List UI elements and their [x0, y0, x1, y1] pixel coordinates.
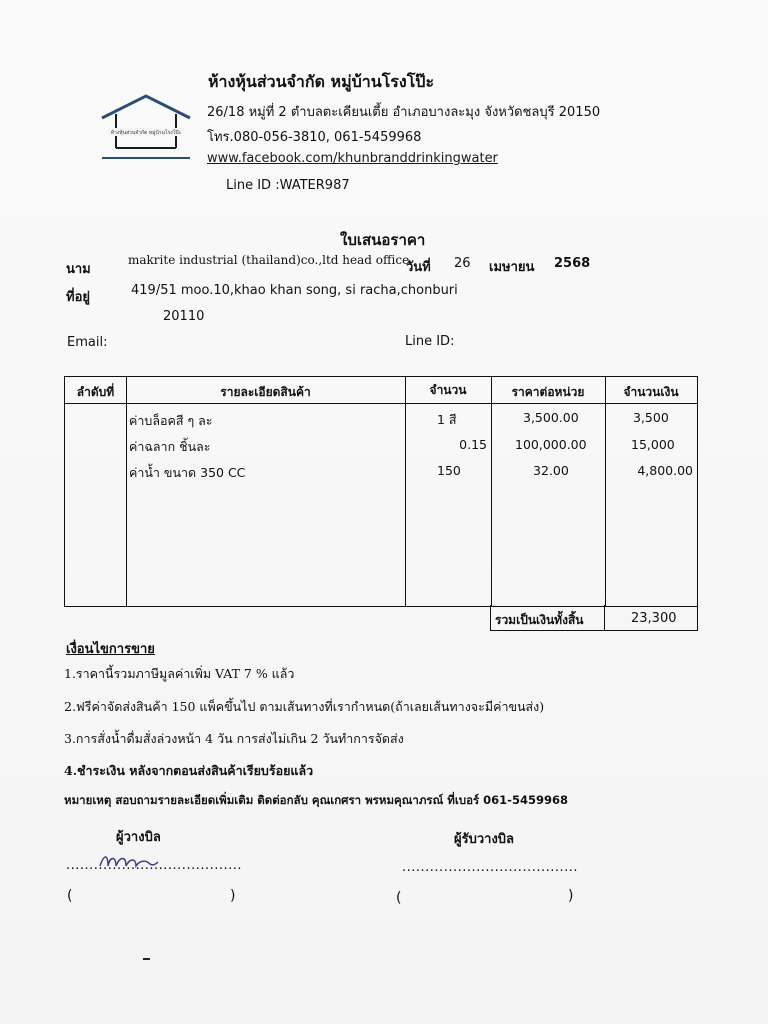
- condition-3: 3.การสั่งน้ำดื่มสั่งล่วงหน้า 4 วัน การส่งไม่เกิน 2 วันทำการจัดส่ง: [64, 731, 404, 746]
- company-line-id: Line ID :WATER987: [226, 178, 350, 193]
- row-1-qty: 1 สี: [437, 412, 457, 427]
- customer-address-line1: 419/51 moo.10,khao khan song, si racha,chonburi: [131, 283, 458, 298]
- receiver-signature-line: ......................................: [402, 860, 579, 875]
- row-1-amount: 3,500: [633, 410, 669, 425]
- col-divider: [126, 377, 127, 606]
- row-2-qty: 0.15: [459, 437, 487, 452]
- total-divider: [604, 605, 605, 630]
- header-description: รายละเอียดสินค้า: [220, 385, 311, 399]
- header-no: ลำดับที่: [76, 385, 115, 399]
- date-day: 26: [454, 256, 471, 271]
- total-value: 23,300: [631, 611, 677, 626]
- biller-signature-line: ......................................: [66, 858, 243, 873]
- customer-address-line2: 20110: [163, 309, 205, 324]
- col-divider: [405, 377, 406, 606]
- table-header-divider: [65, 403, 697, 404]
- facebook-link[interactable]: www.facebook.com/khunbranddrinkingwater: [207, 151, 498, 166]
- stray-mark: [143, 958, 150, 960]
- receiver-name-open: (: [396, 890, 402, 906]
- customer-address-label: ที่อยู่: [66, 290, 90, 305]
- condition-2: 2.ฟรีค่าจัดส่งสินค้า 150 แพ็คขึ้นไป ตามเส้นทางที่เรากำหนด(ถ้าเลยเส้นทางจะมีค่าขนส่ง): [64, 699, 545, 714]
- biller-name-close: ): [230, 888, 236, 904]
- row-2-description: ค่าฉลาก ชิ้นละ: [129, 439, 211, 454]
- receiver-name-close: ): [568, 888, 574, 904]
- row-1-unit-price: 3,500.00: [523, 410, 579, 425]
- row-3-unit-price: 32.00: [533, 463, 569, 478]
- row-3-qty: 150: [437, 463, 461, 478]
- col-divider: [605, 377, 606, 606]
- row-2-unit-price: 100,000.00: [515, 437, 587, 452]
- company-name: ห้างหุ้นส่วนจำกัด หมู่บ้านโรงโป๊ะ: [208, 72, 435, 91]
- email-label: Email:: [67, 335, 108, 350]
- date-label: วันที่: [406, 260, 431, 275]
- conditions-title: เงื่อนไขการขาย: [66, 642, 155, 657]
- biller-name-open: (: [67, 888, 73, 904]
- header-qty: จำนวน: [429, 383, 467, 397]
- company-address: 26/18 หมู่ที่ 2 ตำบลตะเคียนเตี้ย อำเภอบางละมุง จังหวัดชลบุรี 20150: [207, 105, 601, 120]
- company-logo-house-icon: [98, 92, 194, 164]
- remark-note: หมายเหตุ สอบถามรายละเอียดเพิ่มเติม ติดต่อกลับ คุณเกศรา พรหมคุณาภรณ์ ที่เบอร์ 061-5459968: [64, 793, 568, 807]
- items-table: [64, 376, 698, 607]
- total-box: [490, 605, 698, 631]
- receiver-label: ผู้รับวางบิล: [454, 832, 515, 847]
- company-phone: โทร.080-056-3810, 061-5459968: [207, 130, 422, 145]
- row-1-description: ค่าบล็อคสี ๆ ละ: [129, 413, 213, 428]
- document-title: ใบเสนอราคา: [340, 231, 426, 249]
- date-month: เมษายน: [489, 260, 535, 275]
- header-amount: จำนวนเงิน: [623, 385, 679, 399]
- logo-text: ห้างหุ้นส่วนจำกัด หมู่บ้านโรงโป๊ะ: [110, 130, 182, 136]
- col-divider: [491, 377, 492, 606]
- row-2-amount: 15,000: [631, 437, 675, 452]
- row-3-description: ค่าน้ำ ขนาด 350 CC: [129, 465, 246, 480]
- date-year: 2568: [554, 256, 591, 271]
- total-label: รวมเป็นเงินทั้งสิ้น: [495, 613, 584, 627]
- line-id-label: Line ID:: [405, 334, 455, 349]
- biller-label: ผู้วางบิล: [116, 830, 161, 845]
- customer-name-value: makrite industrial (thailand)co.,ltd head office: [128, 253, 410, 267]
- condition-1: 1.ราคานี้รวมภาษีมูลค่าเพิ่ม VAT 7 % แล้ว: [64, 666, 295, 681]
- header-unit-price: ราคาต่อหน่วย: [511, 385, 585, 399]
- row-3-amount: 4,800.00: [637, 463, 693, 478]
- condition-4: 4.ชำระเงิน หลังจากตอนส่งสินค้าเรียบร้อยแล้ว: [64, 763, 314, 778]
- customer-name-label: นาม: [66, 262, 91, 277]
